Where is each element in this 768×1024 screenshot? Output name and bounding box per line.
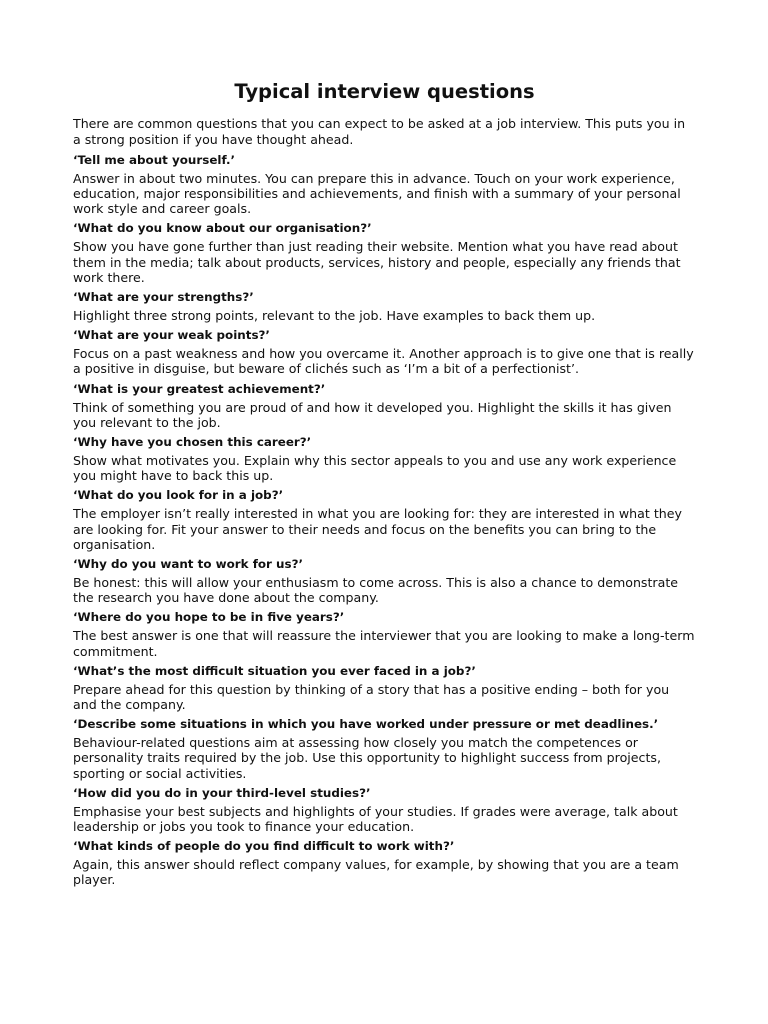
- answer-paragraph: Prepare ahead for this question by thinking of a story that has a positive ending – both for you and the company.: [73, 681, 670, 713]
- answer-paragraph: Again, this answer should reflect company values, for example, by showing that you are a team player.: [73, 857, 679, 888]
- intro-paragraph: There are common questions that you can expect to be asked at a job interview. This puts you in a strong position if you have thought ahead.: [73, 116, 686, 147]
- page-title: Typical interview questions: [234, 80, 535, 103]
- answer-paragraph: Behaviour-related questions aim at assessing how closely you match the competences or personality traits required by the job. Use this opportunity to highlight success from projects, sporting or social activities.: [73, 735, 661, 781]
- question-heading: ‘What are your strengths?’: [73, 290, 254, 305]
- answer-paragraph: Highlight three strong points, relevant to the job. Have examples to back them up.: [73, 308, 596, 324]
- question-heading: ‘What kinds of people do you find difficult to work with?’: [73, 839, 455, 854]
- answer-paragraph: Show what motivates you. Explain why this sector appeals to you and use any work experience you might have to back this up.: [73, 453, 677, 484]
- question-heading: ‘Describe some situations in which you have worked under pressure or met deadlines.’: [73, 717, 659, 732]
- question-heading: ‘What do you know about our organisation?’: [73, 221, 372, 236]
- question-heading: ‘Why do you want to work for us?’: [73, 557, 303, 572]
- question-heading: ‘Where do you hope to be in five years?’: [73, 610, 345, 625]
- question-heading: ‘Why have you chosen this career?’: [73, 435, 312, 450]
- question-heading: ‘What is your greatest achievement?’: [73, 381, 326, 396]
- question-heading: ‘How did you do in your third-level studies?’: [73, 785, 371, 800]
- qa-item: [73, 435, 696, 483]
- qa-item: [73, 786, 696, 834]
- qa-item: [73, 221, 696, 285]
- qa-item: [73, 557, 696, 605]
- qa-item: [73, 290, 696, 323]
- answer-paragraph: Focus on a past weakness and how you overcame it. Another approach is to give one that is really a positive in disguise, but beware of clichés such as ‘I’m a bit of a perfectionist’.: [73, 346, 694, 377]
- answer-paragraph: The employer isn’t really interested in what you are looking for: they are interested in what they are looking for. Fit your answer to their needs and focus on the benefits you can bring to the organisation.: [73, 506, 682, 552]
- qa-item: [73, 664, 696, 712]
- question-heading: ‘What are your weak points?’: [73, 328, 270, 343]
- answer-paragraph: Be honest: this will allow your enthusiasm to come across. This is also a chance to demonstrate the research you have done about the company.: [73, 575, 679, 606]
- answer-paragraph: The best answer is one that will reassure the interviewer that you are looking to make a long-term commitment.: [73, 628, 695, 659]
- qa-item: [73, 610, 696, 658]
- question-heading: ‘What’s the most difficult situation you ever faced in a job?’: [73, 663, 476, 678]
- question-heading: ‘What do you look for in a job?’: [73, 488, 284, 503]
- question-heading: ‘Tell me about yourself.’: [73, 152, 236, 167]
- answer-paragraph: Emphasise your best subjects and highlights of your studies. If grades were average, talk about leadership or jobs you took to finance your education.: [73, 803, 678, 835]
- qa-item: [73, 328, 696, 376]
- answer-paragraph: Answer in about two minutes. You can prepare this in advance. Touch on your work experience, education, major responsibilities and achievements, and finish with a summary of your personal work style and career goals.: [73, 170, 681, 217]
- answer-paragraph: Think of something you are proud of and how it developed you. Highlight the skills it has given you relevant to the job.: [73, 399, 672, 430]
- qa-item: [73, 488, 696, 552]
- answer-paragraph: Show you have gone further than just reading their website. Mention what you have read about them in the media; talk about products, services, history and people, especially any friends that work there.: [73, 239, 681, 285]
- qa-item: [73, 717, 696, 781]
- qa-item: [73, 153, 696, 217]
- qa-item: [73, 839, 696, 887]
- qa-item: [73, 382, 696, 430]
